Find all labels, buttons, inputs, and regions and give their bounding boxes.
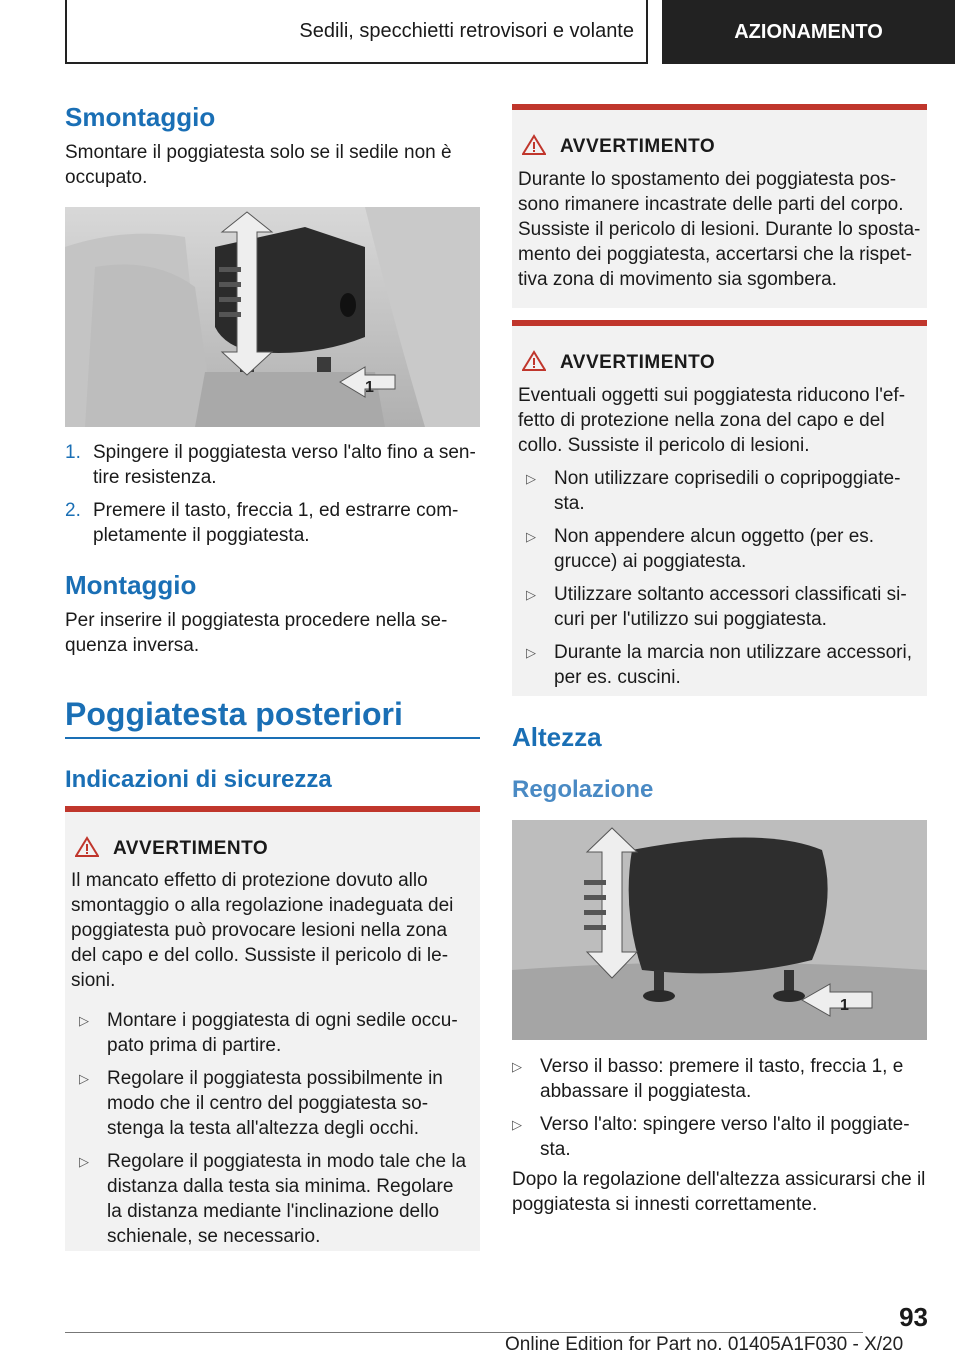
warning-text: Il mancato effetto di protezione dovuto allo smontaggio o alla regolazione inadeguata dei poggiatesta può provocare lesioni nella zona del capo e del collo. Sussiste il pericolo di le-sioni.	[71, 870, 454, 991]
montaggio-text: Per inserire il poggiatesta procedere nella se-quenza inversa.	[65, 610, 448, 656]
warning-item-text: Montare i poggiatesta di ogni sedile occu-pato prima di partire.	[107, 1010, 458, 1056]
height-item-text: Verso l'alto: spingere verso l'alto il poggiate-sta.	[540, 1114, 910, 1160]
warning-title: AVVERTIMENTO	[113, 838, 269, 859]
step-2-number: 2.	[65, 500, 81, 521]
step-2-text: Premere il tasto, freccia 1, ed estrarre com-pletamente il poggiatesta.	[93, 500, 459, 546]
warning-text: Eventuali oggetti sui poggiatesta riducono l'ef-fetto di protezione nella zona del capo e del collo. Sussiste il pericolo di lesioni.	[518, 385, 906, 456]
warning-item-text: Non utilizzare coprisedili o copripoggiate-sta.	[554, 468, 901, 514]
page-number: 93	[899, 1302, 928, 1332]
height-item-text: Verso il basso: premere il tasto, freccia 1, e abbassare il poggiatesta.	[540, 1056, 904, 1102]
safety-heading: Indicazioni di sicurezza	[65, 766, 332, 793]
smontaggio-heading: Smontaggio	[65, 102, 216, 132]
montaggio-heading: Montaggio	[65, 570, 197, 600]
warning-icon	[75, 836, 99, 858]
bullet-triangle-icon: ▷	[526, 587, 536, 602]
warning-box-right-1	[512, 104, 927, 308]
warning-item-text: Durante la marcia non utilizzare accessori, per es. cuscini.	[554, 642, 912, 688]
arrow-label-1: 1	[365, 379, 374, 396]
bullet-triangle-icon: ▷	[526, 645, 536, 660]
section-rule	[65, 737, 480, 739]
warning-item-text: Non appendere alcun oggetto (per es. grucce) ai poggiatesta.	[554, 526, 875, 572]
arrow-label-1: 1	[840, 997, 849, 1014]
bullet-triangle-icon: ▷	[512, 1059, 522, 1074]
bullet-triangle-icon: ▷	[79, 1071, 89, 1086]
header-section-title	[65, 0, 648, 64]
headrest-removal-image	[65, 207, 480, 427]
footer-edition: Online Edition for Part no. 01405A1F030 - X/20	[505, 1334, 904, 1355]
bullet-triangle-icon: ▷	[512, 1117, 522, 1132]
warning-icon	[522, 350, 546, 372]
warning-item-text: Regolare il poggiatesta in modo tale che la distanza dalla testa sia minima. Regolare la distanza mediante l'inclinazione dello schienale, se necessario.	[107, 1151, 467, 1247]
step-2	[65, 498, 480, 546]
step-1-text: Spingere il poggiatesta verso l'alto fino a sen-tire resistenza.	[93, 442, 476, 488]
bullet-triangle-icon: ▷	[79, 1013, 89, 1028]
warning-title: AVVERTIMENTO	[560, 352, 716, 373]
warning-title: AVVERTIMENTO	[560, 136, 716, 157]
bullet-triangle-icon: ▷	[526, 529, 536, 544]
headrest-height-image	[512, 820, 927, 1040]
step-1	[65, 440, 480, 488]
height-note: Dopo la regolazione dell'altezza assicurarsi che il poggiatesta si innesti correttamente.	[512, 1169, 926, 1215]
warning-item-text: Utilizzare soltanto accessori classificati si-curi per l'utilizzo sui poggiatesta.	[554, 584, 907, 630]
header-chapter-label: AZIONAMENTO	[734, 20, 883, 43]
bullet-triangle-icon: ▷	[526, 471, 536, 486]
bullet-triangle-icon: ▷	[79, 1154, 89, 1169]
altezza-heading: Altezza	[512, 722, 602, 752]
regolazione-heading: Regolazione	[512, 776, 654, 803]
warning-item-text: Regolare il poggiatesta possibilmente in modo che il centro del poggiatesta so-stenga la testa all'altezza degli occhi.	[107, 1068, 443, 1139]
warning-box-left	[65, 806, 480, 1251]
warning-icon	[522, 134, 546, 156]
warning-box-right-2	[512, 320, 927, 696]
smontaggio-intro: Smontare il poggiatesta solo se il sedile non è occupato.	[65, 142, 452, 188]
step-1-number: 1.	[65, 442, 81, 463]
section-heading: Poggiatesta posteriori	[65, 696, 403, 732]
footer-divider	[65, 1332, 863, 1333]
header-chapter-tab[interactable]	[662, 0, 955, 64]
warning-text: Durante lo spostamento dei poggiatesta pos-sono rimanere incastrate delle parti del corpo. Sussiste il pericolo di lesioni. Durante lo sposta-mento dei poggiatesta, accertarsi che la rispet-tiva zona di movimento sia sgombera.	[518, 169, 921, 290]
header-section-label: Sedili, specchietti retrovisori e volante	[299, 19, 634, 42]
